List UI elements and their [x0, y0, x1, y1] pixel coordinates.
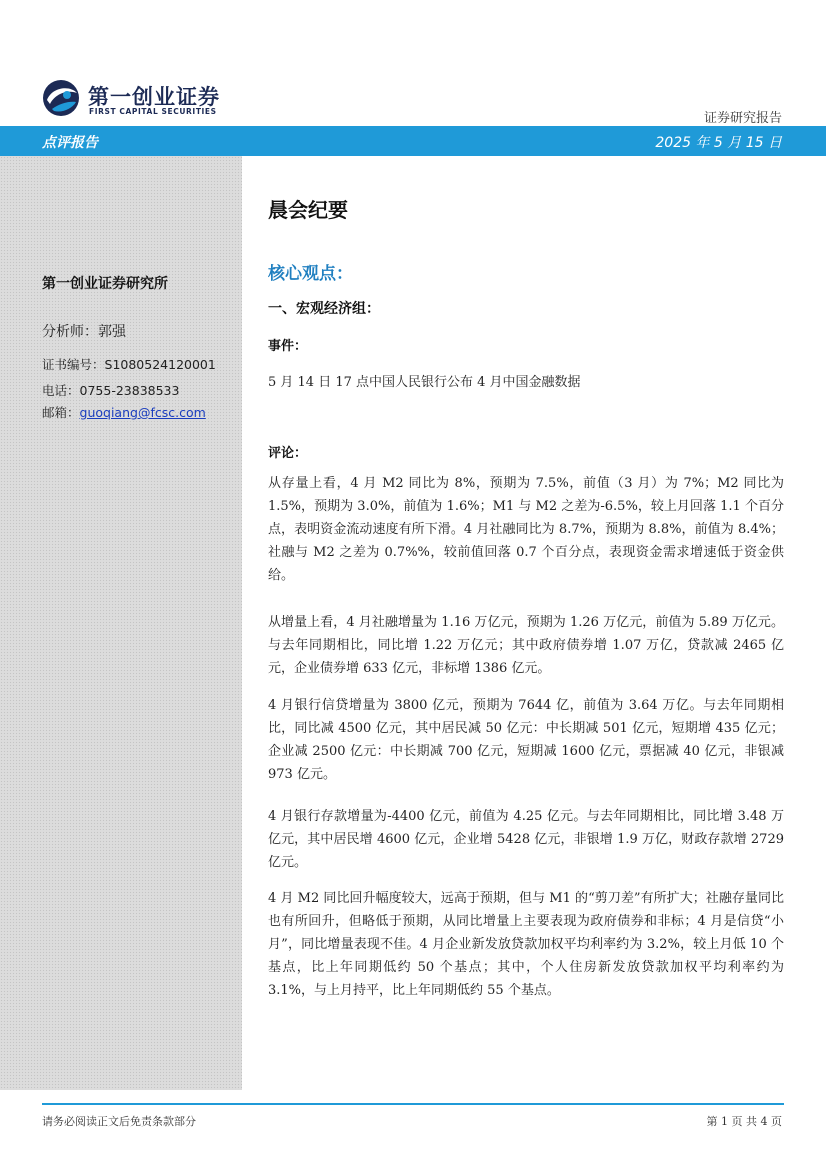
globe-logo-icon — [42, 79, 80, 117]
phone-label: 电话： — [42, 383, 80, 398]
header-band — [0, 126, 826, 156]
sidebar — [0, 156, 242, 1090]
footer-disclaimer: 请务必阅读正文后免责条款部分 — [42, 1115, 196, 1128]
section-heading: 一、宏观经济组： — [268, 301, 380, 317]
paragraph-deposits: 4 月银行存款增量为-4400 亿元，前值为 4.25 亿元。与去年同期相比，同比增 3.48 万亿元，其中居民增 4600 亿元，企业增 5428 亿元，非银增 1.9 万亿，财政存款增 2729 亿元。 — [268, 809, 784, 870]
paragraph-stock: 从存量上看，4 月 M2 同比为 8%，预期为 7.5%，前值（3 月）为 7%；M2 同比为 1.5%，预期为 3.0%，前值为 1.6%；M1 与 M2 之差为-6.5%，较上月回落 1.1 个百分点，表明资金流动速度有所下滑。4 月社融同比为 8.7%，预期为 8.8%，前值为 8.4%；社融与 M2 之差为 0.7%%，较前值回落 0.7 个百分点，表现资金需求增速低于资金供给。 — [268, 476, 784, 583]
logo-english-name: FIRST CAPITAL SECURITIES — [89, 107, 217, 116]
paragraph-summary: 4 月 M2 同比回升幅度较大，远高于预期，但与 M1 的“剪刀差”有所扩大；社融存量同比也有所回升，但略低于预期，从同比增量上主要表现为政府债券和非标；4 月是信贷“小月”，同比增量表现不佳。4 月企业新发放贷款加权平均利率约为 3.2%，较上月低 10 个基点，比上年同期低约 50 个基点；其中，个人住房新发放贷款加权平均利率约为 3.1%，与上月持平，比上年同期低约 55 个基点。 — [268, 891, 784, 998]
event-heading: 事件： — [268, 339, 308, 354]
paragraph-increment: 从增量上看，4 月社融增量为 1.16 万亿元，预期为 1.26 万亿元，前值为 5.89 万亿元。与去年同期相比，同比增 1.22 万亿元；其中政府债券增 1.07 万亿，贷款减 2465 亿元，企业债券增 633 亿元，非标增 1386 亿元。 — [268, 615, 784, 676]
analyst-name: 分析师：郭强 — [42, 324, 126, 340]
report-category: 点评报告 — [42, 135, 98, 151]
comment-heading: 评论： — [268, 446, 308, 461]
phone-value: 0755-23838533 — [79, 383, 180, 398]
certificate-number — [42, 355, 216, 373]
paragraph-credit: 4 月银行信贷增量为 3800 亿元，预期为 7644 亿，前值为 3.64 万亿。与去年同期相比，同比减 4500 亿元，其中居民减 50 亿元：中长期减 501 亿元，短期增 435 亿元；企业减 2500 亿元：中长期减 700 亿元，短期减 1600 亿元，票据减 40 亿元，非银减 973 亿元。 — [268, 698, 784, 782]
logo-chinese-name: 第一创业证券 — [88, 84, 220, 109]
institute-name: 第一创业证券研究所 — [42, 276, 168, 292]
report-type-label: 证券研究报告 — [703, 111, 782, 126]
event-text: 5 月 14 日 17 点中国人民银行公布 4 月中国金融数据 — [268, 375, 581, 390]
email-link[interactable]: guoqiang@fcsc.com — [79, 405, 206, 420]
company-logo — [42, 79, 232, 119]
core-views-heading: 核心观点： — [268, 264, 353, 284]
document-title: 晨会纪要 — [268, 198, 348, 222]
phone-number — [42, 381, 179, 399]
footer-divider — [42, 1103, 784, 1105]
certificate-value: S1080524120001 — [104, 357, 216, 372]
certificate-label: 证书编号： — [42, 357, 105, 372]
report-date: 2025 年 5 月 15 日 — [655, 135, 782, 151]
email-label: 邮箱： — [42, 405, 80, 420]
email-address — [42, 403, 206, 421]
page-number: 第 1 页 共 4 页 — [706, 1115, 782, 1128]
